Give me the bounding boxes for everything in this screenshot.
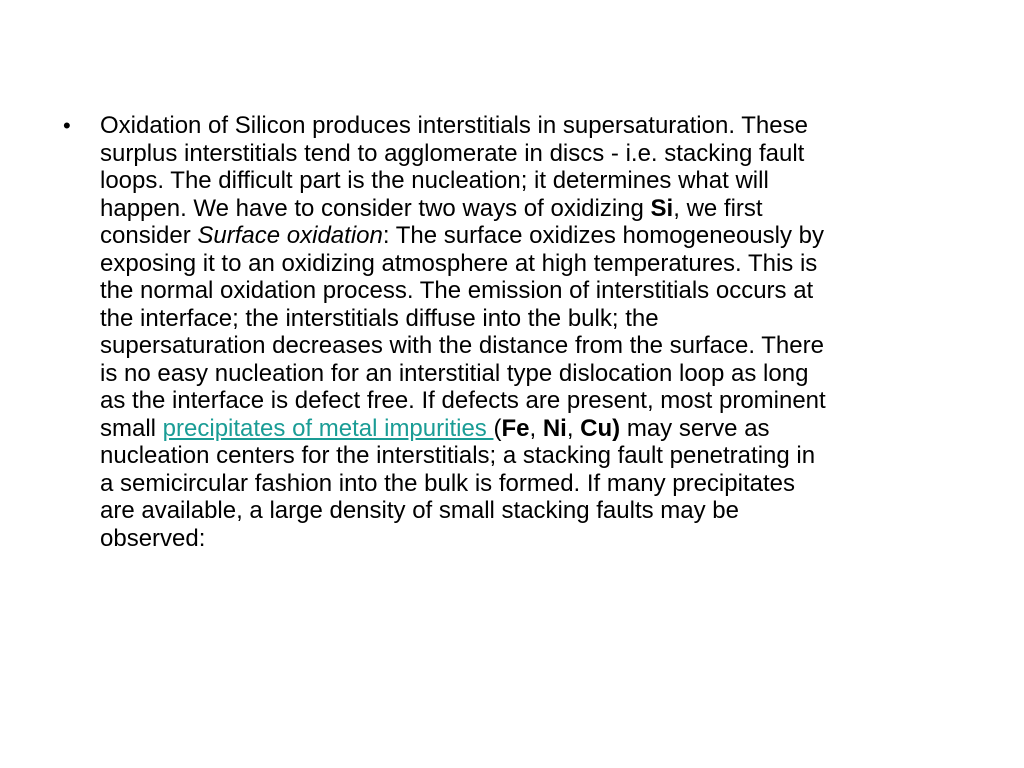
text-run: : The surface oxidizes homogeneously by bbox=[382, 222, 824, 249]
text-run: is no easy nucleation for an interstitial type dislocation loop as long bbox=[100, 359, 809, 387]
text-line bbox=[100, 222, 826, 250]
text-run: , bbox=[566, 414, 581, 442]
text-line bbox=[100, 332, 826, 360]
text-line bbox=[100, 415, 826, 443]
text-run: nucleation centers for the interstitials; a stacking fault penetrating in bbox=[100, 442, 816, 469]
text-line bbox=[100, 387, 826, 415]
text-run: Surface oxidation bbox=[197, 222, 383, 249]
text-run: may serve as bbox=[620, 414, 770, 442]
text-run: as the interface is defect free. If defects are present, most prominent bbox=[100, 387, 826, 414]
text-run: the normal oxidation process. The emission of interstitials occurs at bbox=[100, 277, 814, 304]
text-line bbox=[100, 470, 826, 498]
text-run: are available, a large density of small stacking faults may be bbox=[100, 497, 739, 524]
text-run: a semicircular fashion into the bulk is formed. If many precipitates bbox=[100, 469, 795, 497]
text-line bbox=[100, 525, 826, 553]
text-run: the interface; the interstitials diffuse into the bulk; the bbox=[100, 304, 659, 332]
text-line bbox=[100, 140, 826, 168]
text-run: Fe bbox=[501, 414, 530, 442]
text-run: Ni bbox=[542, 414, 567, 442]
text-lines bbox=[100, 112, 826, 552]
text-run: small bbox=[100, 414, 163, 442]
text-run: , we first bbox=[673, 194, 763, 222]
text-run: consider bbox=[100, 222, 198, 249]
text-line bbox=[100, 360, 826, 388]
link-precipitates-of-metal-impurities[interactable]: precipitates of metal impurities bbox=[162, 414, 494, 442]
text-run: exposing it to an oxidizing atmosphere at high temperatures. This is bbox=[100, 249, 818, 277]
text-line bbox=[100, 250, 826, 278]
text-line bbox=[100, 442, 826, 470]
text-line bbox=[100, 112, 826, 140]
text-line bbox=[100, 305, 826, 333]
text-run: Si bbox=[650, 194, 674, 222]
text-run: observed: bbox=[100, 524, 206, 552]
bullet-icon: • bbox=[63, 113, 71, 138]
text-run: loops. The difficult part is the nucleation; it determines what will bbox=[100, 167, 769, 194]
text-run: happen. We have to consider two ways of oxidizing bbox=[100, 194, 651, 222]
text-run: Cu) bbox=[580, 414, 621, 442]
text-line bbox=[100, 195, 826, 223]
text-run: ( bbox=[493, 414, 502, 442]
text-run: Oxidation of Silicon produces interstitials in supersaturation. These bbox=[100, 112, 808, 139]
text-run: , bbox=[529, 414, 543, 442]
text-run: supersaturation decreases with the distance from the surface. There bbox=[100, 332, 824, 359]
text-run: surplus interstitials tend to agglomerate in discs - i.e. stacking fault bbox=[100, 139, 805, 167]
text-line bbox=[100, 167, 826, 195]
text-line bbox=[100, 277, 826, 305]
text-line bbox=[100, 497, 826, 525]
bullet-paragraph bbox=[63, 112, 826, 552]
